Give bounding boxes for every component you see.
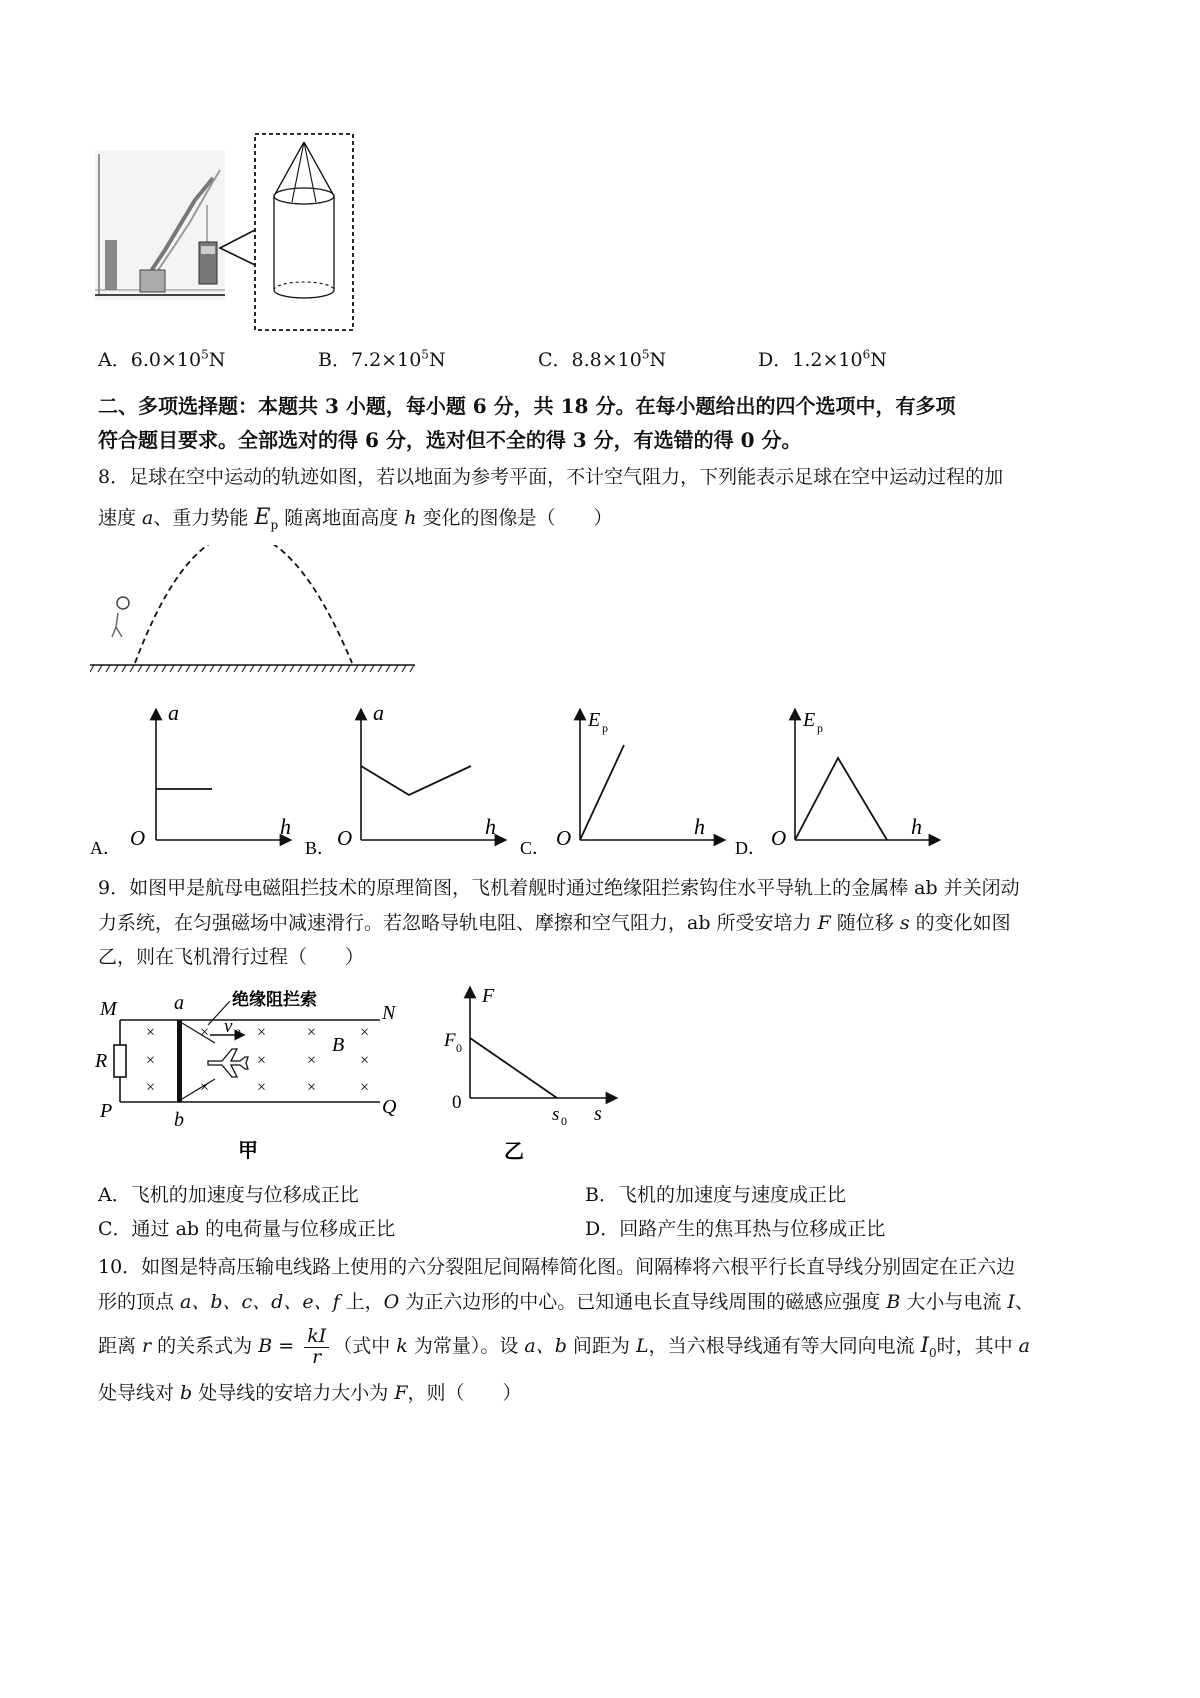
field-cross: × bbox=[200, 1024, 210, 1041]
force-vs-displacement-graph bbox=[440, 978, 670, 1168]
graph-a-acceleration-vs-height bbox=[90, 700, 320, 860]
axis-label-h: h bbox=[280, 814, 291, 839]
origin-label: O bbox=[556, 826, 572, 850]
origin-label: O bbox=[337, 826, 353, 850]
origin-label: O bbox=[130, 826, 146, 850]
q8-trajectory-figure bbox=[90, 545, 420, 680]
q9-stem-line2: 力系统，在匀强磁场中减速滑行。若忽略导轨电阻、摩擦和空气阻力，ab 所受安培力 F 随位移 s 的变化如图 bbox=[98, 912, 1011, 934]
axis-label-f: F bbox=[482, 985, 495, 1007]
label-v0: v bbox=[224, 1016, 233, 1037]
section2-heading-line2: 符合题目要求。全部选对的得 6 分，选对但不全的得 3 分，有选错的得 0 分。 bbox=[98, 428, 802, 452]
caption-yi: 乙 bbox=[504, 1141, 524, 1163]
field-cross: × bbox=[307, 1024, 317, 1041]
field-cross: × bbox=[360, 1079, 370, 1096]
caption-jia: 甲 bbox=[238, 1140, 258, 1162]
graph-option-label-d: D． bbox=[735, 838, 766, 858]
axis-label-a: a bbox=[168, 700, 179, 725]
q7-option-d: D．$1.2\times 10^6N$ bbox=[758, 347, 887, 371]
q8-graph-b bbox=[305, 700, 535, 860]
label-q: Q bbox=[382, 1096, 397, 1118]
label-p: P bbox=[100, 1100, 113, 1122]
label-s0: s bbox=[552, 1104, 560, 1125]
field-cross: × bbox=[360, 1024, 370, 1041]
label-insulated-cable: 绝缘阻拦索 bbox=[232, 990, 317, 1009]
axis-label-sub-p: p bbox=[602, 721, 608, 735]
q9-stem-line1: 9．如图甲是航母电磁阻拦技术的原理简图，飞机着舰时通过绝缘阻拦索钩住水平导轨上的金属棒 ab 并关闭动 bbox=[98, 877, 1020, 899]
q8-stem-line1: 8．足球在空中运动的轨迹如图，若以地面为参考平面，不计空气阻力，下列能表示足球在空中运动过程的加 bbox=[98, 466, 1004, 488]
q8-graph-a bbox=[90, 700, 320, 860]
q10-stem-line2: 形的顶点 a、b、c、d、e、f 上，O 为正六边形的中心。已知通电长直导线周围的磁感应强度 B 大小与电流 I、 bbox=[98, 1291, 1034, 1313]
q9-figure-jia bbox=[90, 985, 420, 1165]
field-cross: × bbox=[146, 1024, 156, 1041]
label-b: b bbox=[174, 1109, 184, 1131]
label-m: M bbox=[100, 998, 117, 1020]
axis-label-e: E bbox=[803, 709, 816, 731]
label-n: N bbox=[382, 1002, 396, 1024]
q9-option-b: B．飞机的加速度与速度成正比 bbox=[585, 1184, 846, 1206]
graph-option-label-b: B． bbox=[305, 838, 336, 858]
field-cross: × bbox=[257, 1079, 267, 1096]
graph-b-acceleration-vs-height bbox=[305, 700, 535, 860]
q9-figure-yi bbox=[440, 978, 670, 1168]
q7-option-c: C．$8.8\times 10^5N$ bbox=[538, 347, 667, 371]
label-r: R bbox=[95, 1050, 108, 1072]
q9-option-a: A．飞机的加速度与位移成正比 bbox=[98, 1184, 359, 1206]
axis-label-h: h bbox=[694, 814, 705, 839]
axis-label-s: s bbox=[594, 1103, 602, 1125]
field-cross: × bbox=[307, 1079, 317, 1096]
q9-option-d: D．回路产生的焦耳热与位移成正比 bbox=[585, 1218, 886, 1240]
axis-label-h: h bbox=[485, 814, 496, 839]
football-trajectory-diagram bbox=[90, 545, 420, 680]
origin-label: 0 bbox=[452, 1092, 462, 1113]
graph-option-label-c: C． bbox=[520, 838, 551, 858]
graph-d-potential-energy-vs-height bbox=[735, 700, 965, 860]
axis-label-a: a bbox=[373, 700, 384, 725]
q9-stem-line3: 乙，则在飞机滑行过程（ ） bbox=[98, 946, 365, 968]
q8-stem-line2: 速度 a、重力势能 $E_p$ 随离地面高度 h 变化的图像是（ ） bbox=[98, 505, 613, 532]
label-f0-sub: 0 bbox=[456, 1041, 462, 1055]
label-a: a bbox=[174, 992, 184, 1014]
q7-option-a: A．$6.0\times 10^5N$ bbox=[98, 347, 226, 371]
section2-heading-line1: 二、多项选择题：本题共 3 小题，每小题 6 分，共 18 分。在每小题给出的四个选项中，有多项 bbox=[98, 394, 956, 418]
axis-label-h: h bbox=[911, 814, 922, 839]
q10-stem-line3: 距离 r 的关系式为 B = $\frac{kI}{r}$ （式中 k 为常量）。设 a、b 间距为 L，当六根导线通有等大同向电流 $I_0$时，其中 a bbox=[98, 1324, 1030, 1368]
field-cross: × bbox=[360, 1052, 370, 1069]
field-cross: × bbox=[146, 1052, 156, 1069]
q7-figure bbox=[95, 130, 365, 335]
formula-fraction: $\frac{kI}{r}$ bbox=[304, 1327, 329, 1368]
q7-photo-and-cylinder-diagram bbox=[95, 130, 365, 335]
field-cross: × bbox=[146, 1079, 156, 1096]
label-s0-sub: 0 bbox=[561, 1114, 567, 1128]
electromagnetic-arrest-circuit-diagram bbox=[90, 985, 420, 1165]
q8-graph-d bbox=[735, 700, 965, 860]
field-cross: × bbox=[200, 1079, 210, 1096]
q9-option-c: C．通过 ab 的电荷量与位移成正比 bbox=[98, 1218, 396, 1240]
field-cross: × bbox=[307, 1052, 317, 1069]
field-cross: × bbox=[257, 1052, 267, 1069]
axis-label-e: E bbox=[588, 709, 601, 731]
q10-stem-line1: 10．如图是特高压输电线路上使用的六分裂阻尼间隔棒简化图。间隔棒将六根平行长直导线分别固定在正六边 bbox=[98, 1256, 1016, 1278]
q8-graph-c bbox=[520, 700, 750, 860]
graph-c-potential-energy-vs-height bbox=[520, 700, 750, 860]
label-f0: F bbox=[444, 1030, 456, 1051]
axis-label-sub-p: p bbox=[817, 721, 823, 735]
q10-stem-line4: 处导线对 b 处导线的安培力大小为 F，则（ ） bbox=[98, 1382, 522, 1404]
field-cross: × bbox=[257, 1024, 267, 1041]
label-v0-sub: 0 bbox=[235, 1026, 241, 1040]
origin-label: O bbox=[771, 826, 787, 850]
graph-option-label-a: A． bbox=[90, 838, 121, 858]
label-field-b: B bbox=[332, 1034, 345, 1056]
q7-option-b: B．$7.2\times 10^5N$ bbox=[318, 347, 446, 371]
